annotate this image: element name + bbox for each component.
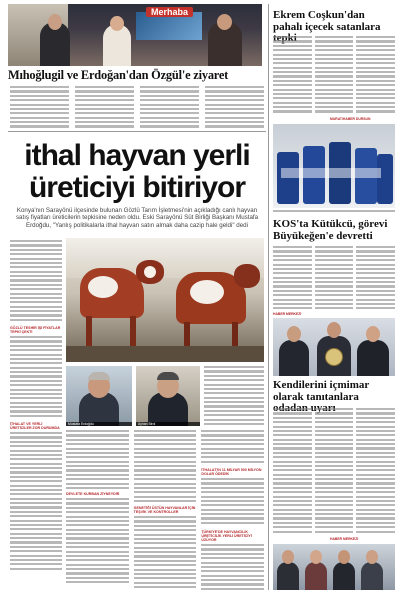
right-mid-body xyxy=(273,246,395,312)
right-top-headline: Ekrem Coşkun'dan pahalı içecek satanlara xyxy=(273,9,381,33)
subhead-3: İTHALAT'IN 11 MİLYAR 500 MİLYON DOLAR ÖDEDİK xyxy=(201,468,262,476)
main-left-column xyxy=(10,240,62,590)
subhead-1: GÖZLÜ TESHİR İŞİ FİYATLAR TEPKİ ÇEKTİ xyxy=(10,326,61,334)
show-logo: Merhaba xyxy=(146,7,193,17)
drinks-photo xyxy=(273,124,395,208)
subhead-5: GENETİĞİ ÜSTÜN HAYVANLAR İÇİN TEŞVİK VE KONTROLLER xyxy=(133,506,196,514)
portrait-birol xyxy=(136,366,200,426)
portrait-erdogdu xyxy=(66,366,132,426)
main-headline-line1: ithal hayvan yerli xyxy=(24,139,250,172)
main-headline-line2: üreticiyi bitiriyor xyxy=(28,171,246,204)
main-lower-columns xyxy=(66,430,264,590)
subhead-4: DEVLETE KURBAN ZİYNEYDİR xyxy=(66,492,120,496)
right-top-byline: MURAT/HABER DURSUN xyxy=(330,117,371,121)
main-lead: Konya'nın Sarayönü ilçesinde bulunan Gözlü Tarım İşletmesi'nin açıkladığı canlı hayvan satış fiyatları üreticilerin tepkisine neden oldu. Eski Sarayönü Süt Birliği Başkanı Mustafa Erdoğdu, "Yanlış politikalarla ithal hayvan satın almak daha cazip hale geldi" dedi xyxy=(15,207,259,229)
right-mid-headline: KOS'ta Kütükcü, görevi Büyükeğen'e devretti xyxy=(273,218,388,242)
drinks-caption xyxy=(273,210,395,216)
caption-birol: Ayhan Birol xyxy=(136,422,200,426)
right-bottom-headline: Kendilerini içmimar olarak tanıtanlara xyxy=(273,379,370,403)
top-left-headline: Mıhoğlugil ve Erdoğan'dan Özgül'e ziyaret xyxy=(8,68,229,82)
subhead-6: TÜRKİYE'DE HAYVANCILIK ÜRETİCİLİK YERLİ ÜRETİCİYİ ÜZÜYOR xyxy=(201,530,252,542)
top-left-body xyxy=(10,86,264,128)
caption-erdogdu: Mustafa Erdoğdu xyxy=(66,422,132,426)
top-left-photo xyxy=(8,4,262,66)
cows-photo xyxy=(66,238,264,362)
right-bottom-body xyxy=(273,408,395,536)
award-photo xyxy=(273,318,395,376)
group-photo xyxy=(273,544,395,590)
right-mid-byline: HABER MERKEZİ xyxy=(273,312,302,316)
subhead-2: İTHALAT VE YERLİ ÜRETİCİLER ZOR DURUMDA xyxy=(10,422,60,430)
right-top-body xyxy=(273,36,395,116)
right-bottom-byline: HABER MERKEZİ xyxy=(330,537,359,541)
main-right-column-top xyxy=(204,366,264,426)
